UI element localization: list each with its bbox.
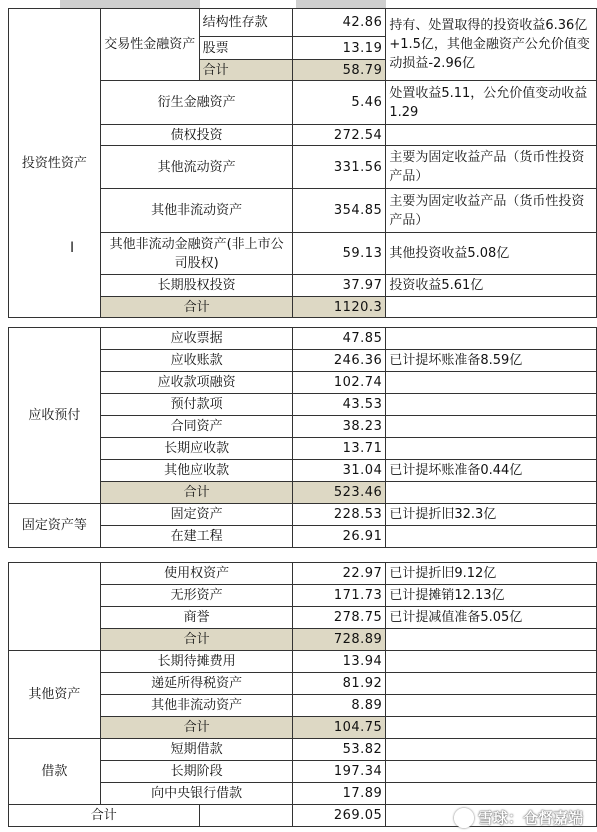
item-name: 固定资产: [100, 504, 293, 526]
item-value: 43.53: [293, 394, 386, 416]
item-value: 38.23: [293, 416, 386, 438]
item-name: 无形资产: [100, 585, 293, 607]
item-value: 8.89: [293, 695, 386, 717]
item-name: 其他应收款: [100, 460, 293, 482]
item-value: 53.82: [293, 739, 386, 761]
item-note: [386, 372, 597, 394]
total-label: 合计: [100, 717, 293, 739]
item-name: 应收款项融资: [100, 372, 293, 394]
item-note: [386, 297, 597, 318]
text-cursor-icon: I: [70, 240, 75, 256]
item-note: 已计提摊销12.13亿: [386, 585, 597, 607]
total-value: 523.46: [293, 482, 386, 504]
total-value: 728.89: [293, 629, 386, 651]
item-note: 投资收益5.61亿: [386, 275, 597, 297]
assets-table-bottom: [8, 562, 597, 827]
item-note: 已计提折旧32.3亿: [386, 504, 597, 526]
item-note: 已计提折旧9.12亿: [386, 563, 597, 585]
item-name: 预付款项: [100, 394, 293, 416]
assets-table-top: [8, 8, 597, 318]
item-value: 272.54: [293, 125, 386, 146]
item-value: 246.36: [293, 350, 386, 372]
item-value: 31.04: [293, 460, 386, 482]
item-value: 197.34: [293, 761, 386, 783]
snowball-logo-icon: [454, 808, 474, 828]
item-value: 13.71: [293, 438, 386, 460]
item-value: 171.73: [293, 585, 386, 607]
item-note: 已计提减值准备5.05亿: [386, 607, 597, 629]
item-note: [386, 394, 597, 416]
item-note: [386, 328, 597, 350]
item-note: 主要为固定收益产品（货币性投资产品）: [386, 189, 597, 233]
watermark-text: 雪球：仓督嘉端: [477, 808, 583, 827]
item-name: 债权投资: [100, 125, 293, 146]
group-receivables: 应收预付: [9, 328, 101, 504]
item-note: [386, 739, 597, 761]
item-value: 59.13: [293, 233, 386, 275]
item-note: 主要为固定收益产品（货币性投资产品）: [386, 146, 597, 189]
item-value: 17.89: [293, 783, 386, 805]
item-name: 短期借款: [100, 739, 293, 761]
item-note: [386, 482, 597, 504]
item-note: [386, 761, 597, 783]
subtotal-value: 58.79: [293, 60, 386, 81]
item-note: [386, 629, 597, 651]
item-note: 处置收益5.11，公允价值变动收益1.29: [386, 81, 597, 125]
item-value: 13.94: [293, 651, 386, 673]
item-note: 持有、处置取得的投资收益6.36亿+1.5亿，其他金融资产公允价值变动损益-2.96亿: [386, 9, 597, 81]
total-value: 1120.3: [293, 297, 386, 318]
blank-cell: [199, 805, 293, 827]
item-name: 衍生金融资产: [100, 81, 293, 125]
item-name: 其他非流动资产: [100, 695, 293, 717]
total-label: 合计: [100, 297, 293, 318]
item-value: 42.86: [293, 9, 386, 37]
item-note: [386, 526, 597, 548]
item-value: 47.85: [293, 328, 386, 350]
item-name: 其他非流动金融资产(非上市公司股权): [100, 233, 293, 275]
item-note: [386, 651, 597, 673]
item-name: 在建工程: [100, 526, 293, 548]
item-value: 22.97: [293, 563, 386, 585]
item-name: 应收票据: [100, 328, 293, 350]
group-investment-assets: 投资性资产: [9, 9, 101, 318]
item-note: 已计提坏账准备0.44亿: [386, 460, 597, 482]
item-name: 长期应收款: [100, 438, 293, 460]
item-note: [386, 695, 597, 717]
scroll-strip-segment: [60, 0, 200, 8]
item-note: [386, 783, 597, 805]
total-label: 合计: [9, 805, 200, 827]
item-note: 其他投资收益5.08亿: [386, 233, 597, 275]
item-note: 已计提坏账准备8.59亿: [386, 350, 597, 372]
item-note: [386, 416, 597, 438]
total-value: 104.75: [293, 717, 386, 739]
item-name: 长期阶段: [100, 761, 293, 783]
item-note: [386, 438, 597, 460]
group-loans: 借款: [9, 739, 101, 805]
item-name: 长期股权投资: [100, 275, 293, 297]
item-value: 228.53: [293, 504, 386, 526]
subgroup-trading-assets: 交易性金融资产: [100, 9, 199, 81]
total-value: 269.05: [293, 805, 386, 827]
total-label: 合计: [100, 629, 293, 651]
item-value: 102.74: [293, 372, 386, 394]
item-name: 应收账款: [100, 350, 293, 372]
item-name: 向中央银行借款: [100, 783, 293, 805]
subtotal-label: 合计: [199, 60, 293, 81]
item-name: 其他非流动资产: [100, 189, 293, 233]
scroll-strip-segment: [296, 0, 386, 8]
item-note: [386, 673, 597, 695]
watermark: [454, 807, 583, 829]
total-label: 合计: [100, 482, 293, 504]
item-name: 商誉: [100, 607, 293, 629]
group-intangibles: [9, 563, 101, 651]
item-note: [386, 717, 597, 739]
item-name: 合同资产: [100, 416, 293, 438]
group-fixed-assets: 固定资产等: [9, 504, 101, 548]
item-note: [386, 125, 597, 146]
item-value: 26.91: [293, 526, 386, 548]
item-name: 使用权资产: [100, 563, 293, 585]
item-name: 其他流动资产: [100, 146, 293, 189]
item-name: 结构性存款: [199, 9, 293, 37]
item-name: 递延所得税资产: [100, 673, 293, 695]
item-value: 81.92: [293, 673, 386, 695]
item-value: 354.85: [293, 189, 386, 233]
item-name: 股票: [199, 37, 293, 60]
item-value: 278.75: [293, 607, 386, 629]
item-name: 长期待摊费用: [100, 651, 293, 673]
receivables-table: [8, 327, 597, 548]
item-value: 331.56: [293, 146, 386, 189]
item-value: 5.46: [293, 81, 386, 125]
group-other-assets: 其他资产: [9, 651, 101, 739]
item-value: 13.19: [293, 37, 386, 60]
item-value: 37.97: [293, 275, 386, 297]
